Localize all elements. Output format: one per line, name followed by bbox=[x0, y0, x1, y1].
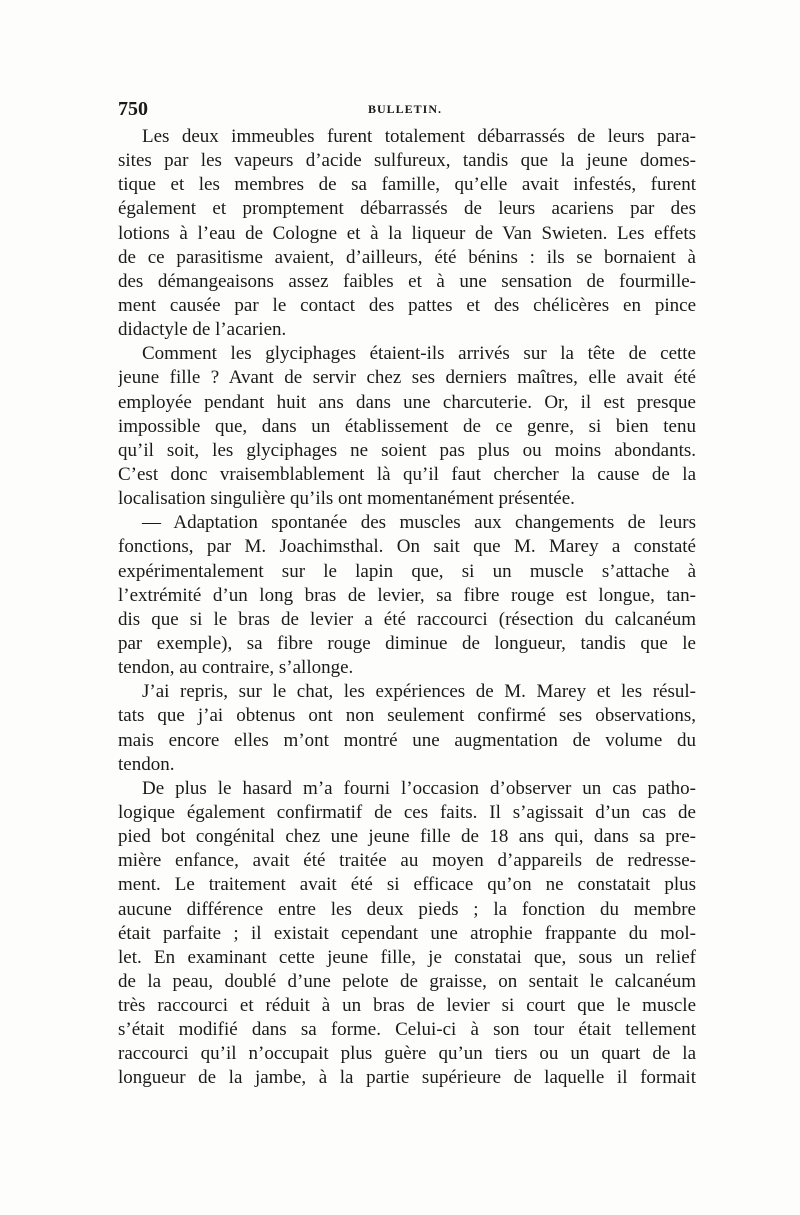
text-line: impossible que, dans un établissement de ce genre, si bien tenu bbox=[118, 415, 696, 437]
text-line: qu’il soit, les glyciphages ne soient pas plus ou moins abondants. bbox=[118, 439, 696, 461]
running-title: BULLETIN. bbox=[368, 102, 443, 116]
text-line: tendon. bbox=[118, 753, 175, 775]
text-line: l’extrémité d’un long bras de levier, sa fibre rouge est longue, tan- bbox=[118, 584, 696, 606]
text-line: J’ai repris, sur le chat, les expériences de M. Marey et les résul- bbox=[142, 681, 696, 703]
text-line: par exemple), sa fibre rouge diminue de longueur, tandis que le bbox=[118, 632, 696, 654]
text-line: jeune fille ? Avant de servir chez ses derniers maîtres, elle avait été bbox=[118, 367, 696, 389]
text-line: De plus le hasard m’a fourni l’occasion d’observer un cas patho- bbox=[142, 777, 696, 799]
text-line: localisation singulière qu’ils ont momentanément présentée. bbox=[118, 488, 575, 510]
text-line: employée pendant huit ans dans une charcuterie. Or, il est presque bbox=[118, 391, 696, 413]
text-line: let. En examinant cette jeune fille, je constatai que, sous un relief bbox=[118, 946, 696, 968]
text-line: ment causée par le contact des pattes et des chélicères en pince bbox=[118, 294, 696, 316]
body-text bbox=[118, 125, 696, 1091]
text-line: sites par les vapeurs d’acide sulfureux, tandis que la jeune domes- bbox=[118, 150, 696, 172]
text-line: fonctions, par M. Joachimsthal. On sait que M. Marey a constaté bbox=[118, 536, 696, 558]
text-line: expérimentalement sur le lapin que, si un muscle s’attache à bbox=[118, 560, 696, 582]
text-line: C’est donc vraisemblablement là qu’il faut chercher la cause de la bbox=[118, 463, 696, 485]
text-line: raccourci qu’il n’occupait plus guère qu’un tiers ou un quart de la bbox=[118, 1043, 696, 1065]
text-line: tendon, au contraire, s’allonge. bbox=[118, 657, 354, 679]
text-line: tique et les membres de sa famille, qu’elle avait infestés, furent bbox=[118, 174, 696, 196]
text-line: mais encore elles m’ont montré une augmentation de volume du bbox=[118, 729, 696, 751]
text-line: également et promptement débarrassés de leurs acariens par des bbox=[118, 198, 696, 220]
text-line: très raccourci et réduit à un bras de levier si court que le muscle bbox=[118, 995, 696, 1017]
text-line: didactyle de l’acarien. bbox=[118, 319, 287, 341]
text-line: était parfaite ; il existait cependant une atrophie frappante du mol- bbox=[118, 922, 696, 944]
text-line: mière enfance, avait été traitée au moyen d’appareils de redresse- bbox=[118, 850, 696, 872]
text-line: longueur de la jambe, à la partie supérieure de laquelle il formait bbox=[118, 1067, 696, 1089]
text-line: pied bot congénital chez une jeune fille de 18 ans qui, dans sa pre- bbox=[118, 826, 696, 848]
text-line: dis que si le bras de levier a été raccourci (résection du calcanéum bbox=[118, 608, 696, 630]
text-line: s’était modifié dans sa forme. Celui-ci à son tour était tellement bbox=[118, 1019, 696, 1041]
text-line: Les deux immeubles furent totalement débarrassés de leurs para- bbox=[142, 126, 696, 147]
text-line: — Adaptation spontanée des muscles aux changements de leurs bbox=[142, 512, 696, 534]
text-line: lotions à l’eau de Cologne et à la liqueur de Van Swieten. Les effets bbox=[118, 222, 696, 244]
page-number: 750 bbox=[118, 98, 148, 120]
text-line: aucune différence entre les deux pieds ; la fonction du membre bbox=[118, 898, 696, 920]
text-line: logique également confirmatif de ces faits. Il s’agissait d’un cas de bbox=[118, 801, 696, 823]
text-line: de ce parasitisme avaient, d’ailleurs, été bénins : ils se bornaient à bbox=[118, 246, 696, 268]
text-line: Comment les glyciphages étaient-ils arrivés sur la tête de cette bbox=[142, 343, 696, 365]
text-line: de la peau, doublé d’une pelote de graisse, on sentait le calcanéum bbox=[118, 970, 696, 992]
text-line: ment. Le traitement avait été si efficace qu’on ne constatait plus bbox=[118, 874, 696, 896]
text-line: tats que j’ai obtenus ont non seulement confirmé ses observations, bbox=[118, 705, 696, 727]
running-head bbox=[118, 98, 696, 122]
text-line: des démangeaisons assez faibles et à une sensation de fourmille- bbox=[118, 270, 696, 292]
